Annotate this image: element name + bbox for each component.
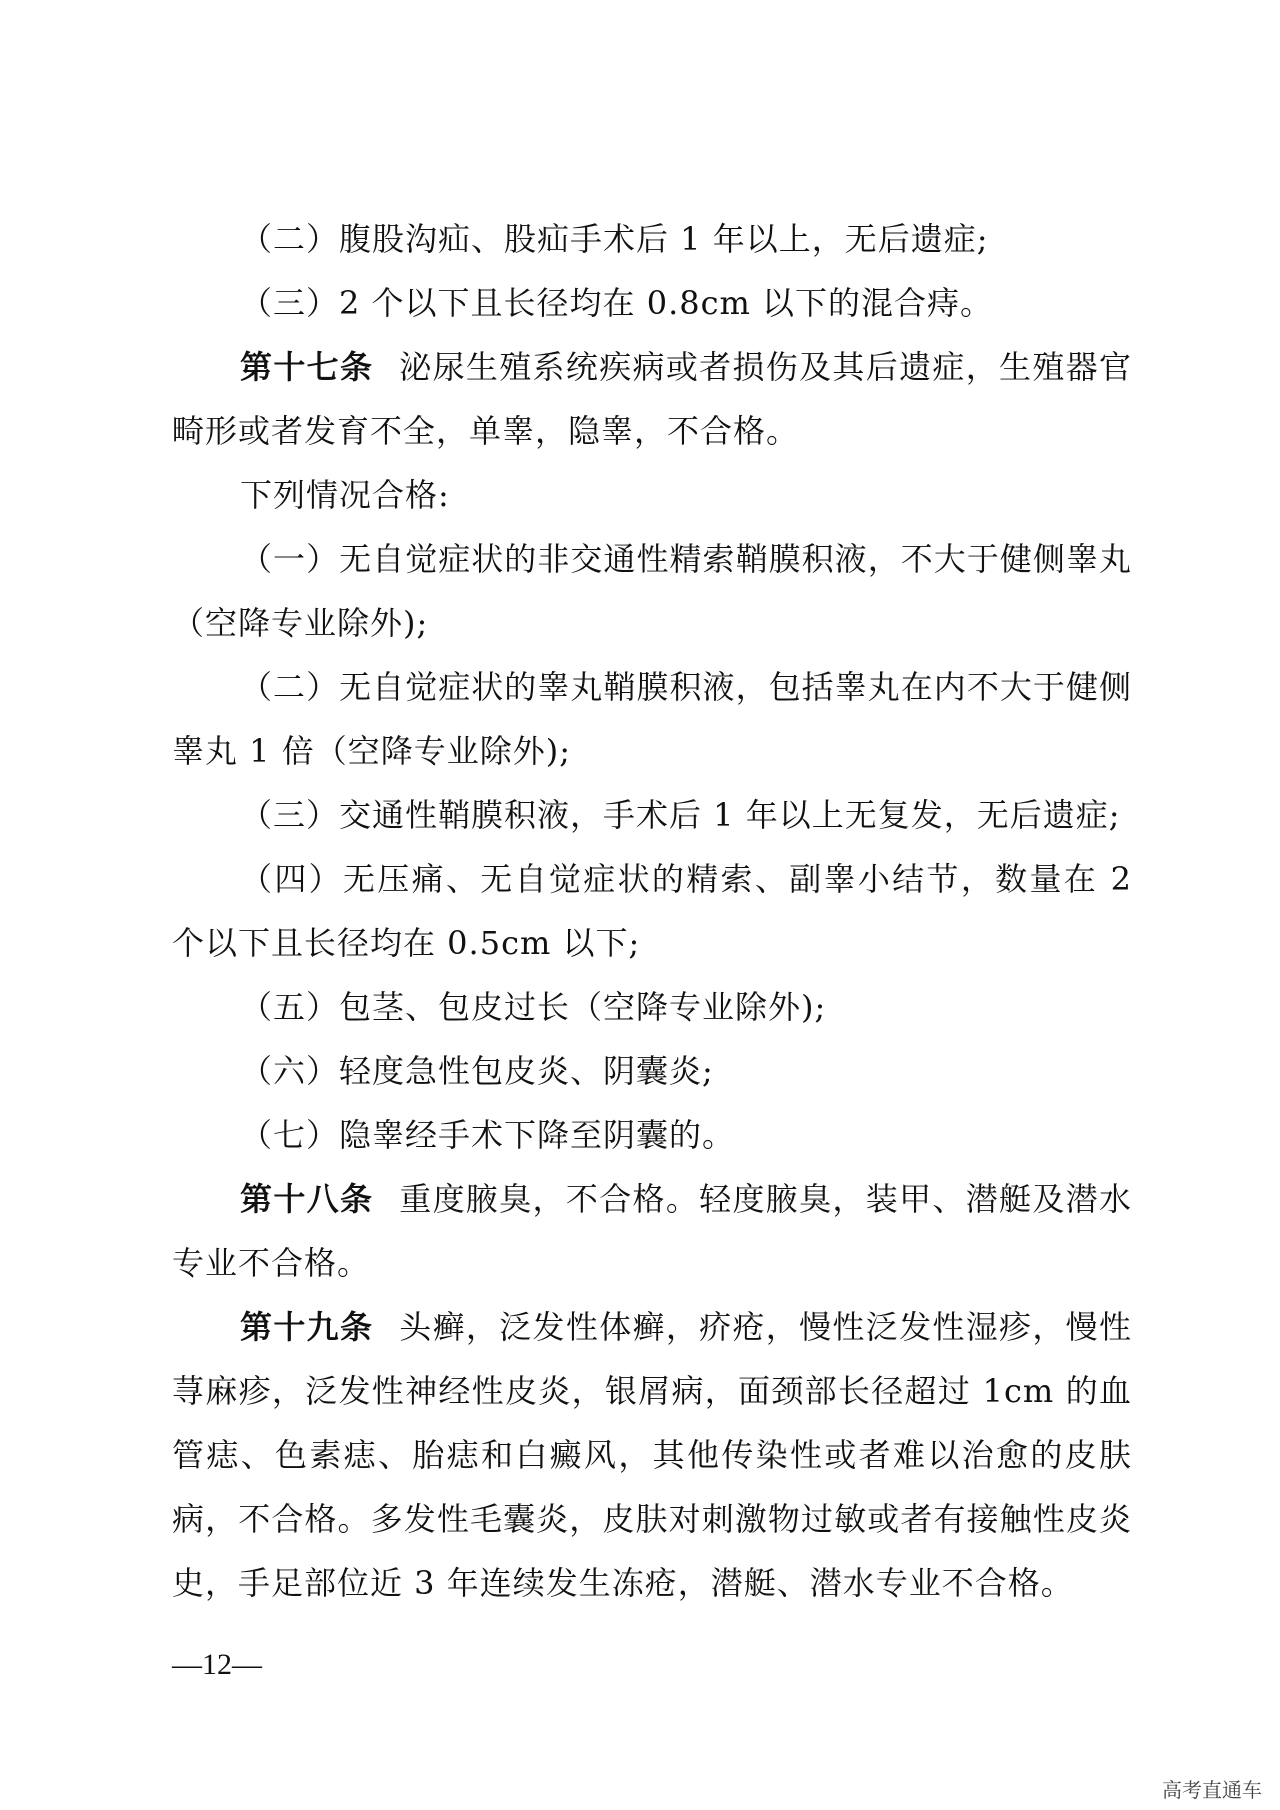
article-17: 第十七条 泌尿生殖系统疾病或者损伤及其后遗症，生殖器官畸形或者发育不全，单睾，隐睾，不合格。 — [172, 348, 1132, 450]
paragraph: （六）轻度急性包皮炎、阴囊炎; — [240, 1052, 714, 1090]
article-18: 第十八条 重度腋臭，不合格。轻度腋臭，装甲、潜艇及潜水专业不合格。 — [172, 1180, 1132, 1282]
paragraph: 下列情况合格: — [240, 476, 450, 514]
paragraph: （三）交通性鞘膜积液，手术后 1 年以上无复发，无后遗症; — [240, 796, 1121, 834]
paragraph: （一）无自觉症状的非交通性精索鞘膜积液，不大于健侧睾丸（空降专业除外); — [172, 540, 1132, 642]
paragraph: （七）隐睾经手术下降至阴囊的。 — [240, 1116, 736, 1154]
paragraph: （二）无自觉症状的睾丸鞘膜积液，包括睾丸在内不大于健侧睾丸 1 倍（空降专业除外); — [172, 668, 1132, 770]
article-heading: 第十八条 — [240, 1180, 374, 1218]
paragraph: （二）腹股沟疝、股疝手术后 1 年以上，无后遗症; — [240, 220, 989, 258]
article-19: 第十九条 头癣，泛发性体癣，疥疮，慢性泛发性湿疹，慢性荨麻疹，泛发性神经性皮炎，银屑病，面颈部长径超过 1cm 的血管痣、色素痣、胎痣和白癜风，其他传染性或者难以治愈的皮肤病，不合格。多发性毛囊炎，皮肤对刺激物过敏或者有接触性皮炎史，手足部位近 3 年连续发生冻疮，潜艇、潜水专业不合格。 — [172, 1308, 1132, 1602]
paragraph: （四）无压痛、无自觉症状的精索、副睾小结节，数量在 2 个以下且长径均在 0.5cm 以下; — [172, 860, 1132, 962]
article-heading: 第十七条 — [240, 348, 374, 386]
watermark: 高考直通车 — [1162, 1778, 1262, 1802]
body-text — [172, 207, 1132, 1615]
article-heading: 第十九条 — [240, 1308, 374, 1346]
paragraph: （五）包茎、包皮过长（空降专业除外); — [240, 988, 827, 1026]
page-number: —12— — [172, 1648, 262, 1681]
paragraph: （三）2 个以下且长径均在 0.8cm 以下的混合痔。 — [240, 284, 994, 322]
